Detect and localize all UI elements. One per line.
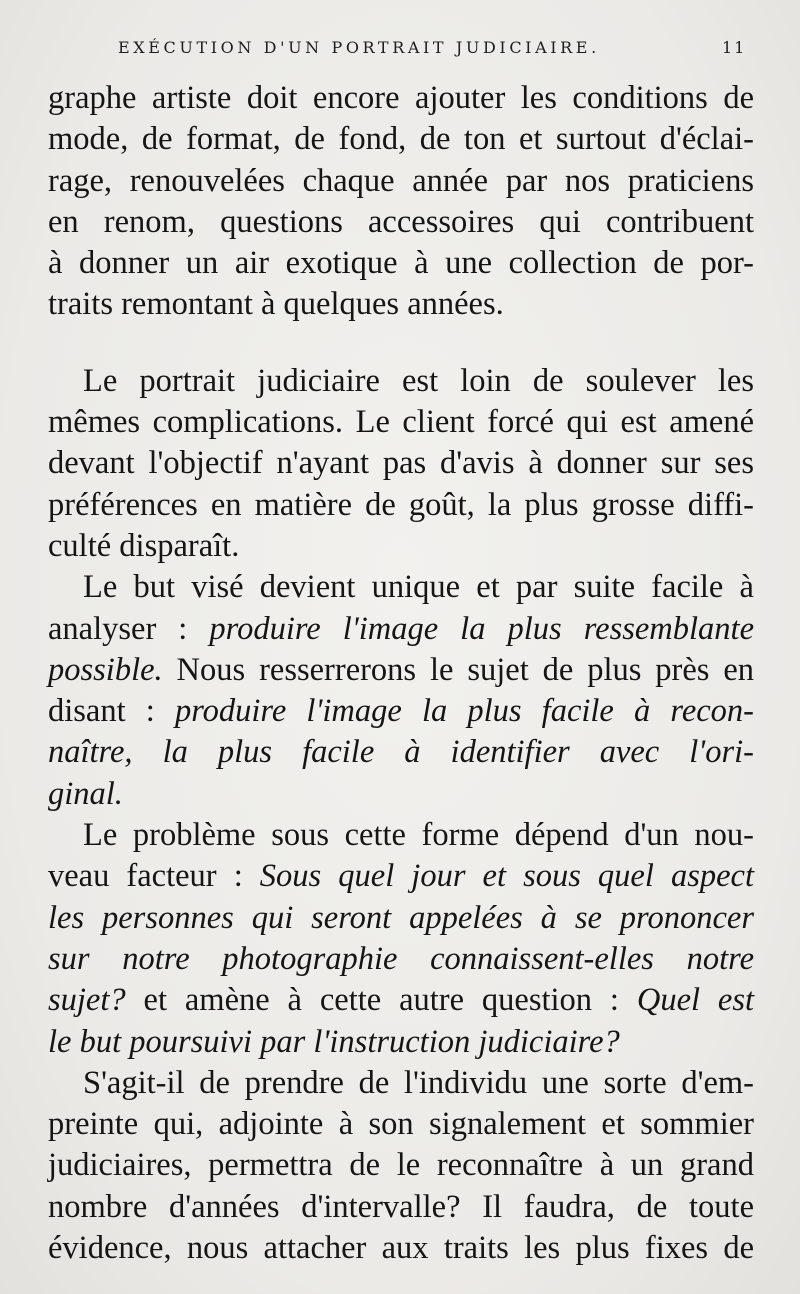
- text-line: [48, 815, 754, 856]
- text-run: Le problème sous cette forme dépend d'un nou-: [83, 817, 754, 854]
- text-line: [48, 939, 754, 980]
- text-line: [48, 284, 754, 325]
- text-run: Nous resserrerons le sujet de plus près en: [162, 651, 754, 688]
- text-run: S'agit-il de prendre de l'individu une sorte d'em-: [83, 1064, 754, 1101]
- text-run: Le but visé devient unique et par suite facile à: [83, 569, 754, 606]
- text-line: [48, 402, 754, 443]
- text-line: [48, 526, 754, 567]
- text-run: en renom, questions accessoires qui contribuent: [48, 203, 754, 240]
- text-line: [48, 856, 754, 897]
- text-line: [48, 980, 754, 1021]
- italic-text: Quel est: [636, 982, 755, 1019]
- text-line: [48, 774, 754, 815]
- running-title: EXÉCUTION D'UN PORTRAIT JUDICIAIRE.: [118, 38, 600, 57]
- text-line: [48, 1022, 754, 1063]
- text-run: préférences en matière de goût, la plus grosse diffi-: [48, 486, 754, 523]
- text-line: [48, 119, 754, 160]
- text-run: à donner un air exotique à une collection de por-: [48, 245, 754, 282]
- text-line: [48, 202, 754, 243]
- text-line: [48, 732, 754, 773]
- text-line: [48, 161, 754, 202]
- text-line: [48, 78, 754, 119]
- text-run: culté disparaît.: [48, 527, 240, 564]
- text-run: graphe artiste doit encore ajouter les conditions de: [48, 80, 754, 116]
- text-run: rage, renouvelées chaque année par nos praticiens: [48, 162, 754, 199]
- text-line: [48, 1063, 754, 1104]
- text-line: [48, 1187, 754, 1228]
- text-line: [48, 650, 754, 691]
- text-run: preinte qui, adjointe à son signalement et sommier: [48, 1106, 754, 1143]
- text-run: Le portrait judiciaire est loin de soulever les: [83, 362, 754, 399]
- text-run: disant :: [48, 693, 175, 730]
- text-run: et amène à cette autre question :: [125, 982, 637, 1019]
- italic-text: les personnes qui seront appelées à se prononcer: [48, 899, 754, 936]
- text-run: devant l'objectif n'ayant pas d'avis à donner sur ses: [48, 445, 754, 482]
- italic-text: produire l'image la plus facile à recon-: [174, 693, 754, 730]
- text-line: [48, 485, 754, 526]
- text-run: mode, de format, de fond, de ton et surtout d'éclai-: [48, 121, 754, 158]
- italic-text: produire l'image la plus ressemblante: [209, 610, 754, 647]
- text-line: [48, 443, 754, 484]
- text-line: [48, 898, 754, 939]
- text-run: traits remontant à quelques années.: [48, 286, 504, 323]
- page-number: 11: [722, 38, 747, 57]
- text-line: [48, 567, 754, 608]
- italic-text: Sous quel jour et sous quel aspect: [259, 858, 754, 895]
- text-line: [48, 1228, 754, 1269]
- body-text: [48, 78, 754, 1269]
- text-run: veau facteur :: [48, 858, 260, 895]
- text-line: [48, 1104, 754, 1145]
- text-line: [48, 609, 754, 650]
- italic-text: possible.: [48, 651, 163, 688]
- text-run: mêmes complications. Le client forcé qui est amené: [48, 404, 754, 441]
- text-run: judiciaires, permettra de le reconnaître à un grand: [48, 1147, 754, 1184]
- text-run: analyser :: [48, 610, 210, 647]
- text-line: [48, 691, 754, 732]
- italic-text: sujet?: [48, 982, 126, 1019]
- text-line: [48, 1145, 754, 1186]
- italic-text: naître, la plus facile à identifier avec l'ori-: [48, 734, 754, 771]
- text-run: évidence, nous attacher aux traits les plus fixes de: [48, 1230, 754, 1267]
- italic-text: sur notre photographie connaissent-elles notre: [48, 940, 754, 977]
- text-run: nombre d'années d'intervalle? Il faudra, de toute: [48, 1188, 754, 1225]
- italic-text: le but poursuivi par l'instruction judiciaire?: [48, 1023, 620, 1060]
- text-line: [48, 361, 754, 402]
- italic-text: ginal.: [48, 775, 123, 812]
- text-line: [48, 243, 754, 284]
